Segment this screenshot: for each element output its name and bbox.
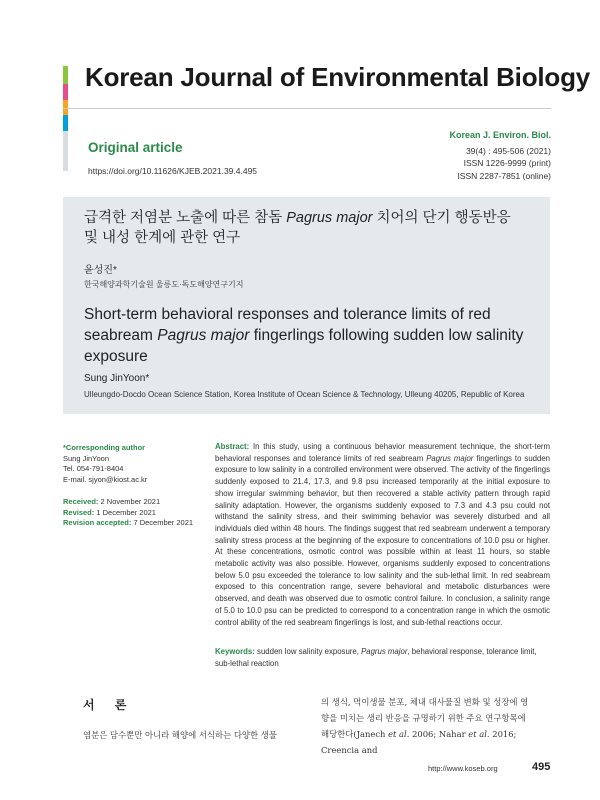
footer-url[interactable]: http://www.koseb.org <box>428 764 498 773</box>
journal-title: Korean Journal of Environmental Biology <box>85 62 591 92</box>
keywords: Keywords: sudden low salinity exposure, Pagrus major, behavioral response, tolerance limit, sub-lethal reaction <box>215 647 537 668</box>
korean-author: 윤성진* <box>84 265 117 276</box>
header-divider <box>63 108 551 109</box>
citation-block <box>449 129 551 182</box>
author-name: Sung JinYoon <box>63 453 110 463</box>
color-bar-gray <box>63 131 68 171</box>
corresponding-author-block <box>63 443 147 485</box>
korean-affiliation: 한국해양과학기술원 울릉도·독도해양연구기지 <box>84 280 244 289</box>
revised-date: Revised: 1 December 2021 <box>63 507 156 517</box>
page-number: 495 <box>532 761 551 773</box>
accepted-date: Revision accepted: 7 December 2021 <box>63 518 194 527</box>
intro-column-left: 염분은 담수뿐만 아니라 해양에 서식하는 다양한 생물 <box>83 730 277 740</box>
english-title: Short-term behavioral responses and tolerance limits of red seabream Pagrus major fingerlings following sudden low salinity exposure <box>84 306 524 365</box>
color-bar-blue <box>63 115 68 131</box>
intro-heading: 서 론 <box>83 698 135 712</box>
english-affiliation: Ulleungdo-Docdo Ocean Science Station, Korea Institute of Ocean Science & Technology, Ulleung 40205, Republic of Korea <box>84 390 525 399</box>
corresponding-label: *Corresponding author <box>63 443 146 452</box>
abstract: Abstract: In this study, using a continuous behavior measurement technique, the short-term behavioral responses and tolerance limits of red seabream Pagrus major fingerlings to sudden exposure to low salinity in a controlled environment were observed. The activity of the fingerlings suddenly exposed to 21.4, 17.3, and 9.8 psu increased temporarily at the initial exposure to show irregular swimming behavior, but then recovered a stable activity pattern through rapid salinity adaptation. However, the organisms suddenly exposed to 7.3 and 4.3 psu could not withstand the salinity stress, and their swimming behavior was severely disturbed and all individuals died within 48 hours. The findings suggest that red seabream underwent a temporary salinity stress process at the beginning of the exposure to concentrations of 10.0 psu or higher. At these concentrations, osmotic control was possible within at least 11 hours, so stable metabolic activity was also possible. However, organisms suddenly exposed to concentrations below 5.0 psu exceeded the tolerance to low salinity and the sub-lethal limit. In red seabream exposed to this concentration range, severe behavioral and metabolic disturbances were observed, and death was observed due to osmotic control failure. In conclusion, a salinity range of 5.0 to 10.0 psu can be predicted to correspond to a concentration range in which the osmotic control ability of the red seabream fingerlings is lost, and sub-lethal reactions occur. <box>215 442 550 627</box>
doi-link[interactable]: https://doi.org/10.11626/KJEB.2021.39.4.495 <box>88 166 258 176</box>
received-date: Received: 2 November 2021 <box>63 497 161 506</box>
journal-abbrev: Korean J. Environ. Biol. <box>449 130 551 140</box>
volume-pages: 39(4) : 495-506 (2021) <box>465 145 551 156</box>
intro-column-right: 의 생식, 먹이생물 분포, 체내 대사물질 변화 및 성장에 영 향을 미치는 생리 반응을 규명하기 위한 주요 연구항목에 해당한다(Janech et al. 2006; Nahar et al. 2016; Creencia and <box>321 697 529 755</box>
english-author: Sung JinYoon* <box>84 373 150 384</box>
issn-online: ISSN 2287-7851 (online) <box>457 170 551 181</box>
color-bar-green <box>63 66 68 84</box>
author-email[interactable]: E-mail. sjyon@kiost.ac.kr <box>63 474 148 484</box>
korean-title: 급격한 저염분 노출에 따른 참돔 Pagrus major 치어의 단기 행동반응 및 내성 한계에 관한 연구 <box>84 210 511 246</box>
dates-block <box>63 497 193 529</box>
article-type: Original article <box>88 140 183 155</box>
color-bar-pink <box>63 84 68 100</box>
issn-print: ISSN 1226-9999 (print) <box>463 158 551 168</box>
author-tel: Tel. 054-791-8404 <box>63 464 124 473</box>
